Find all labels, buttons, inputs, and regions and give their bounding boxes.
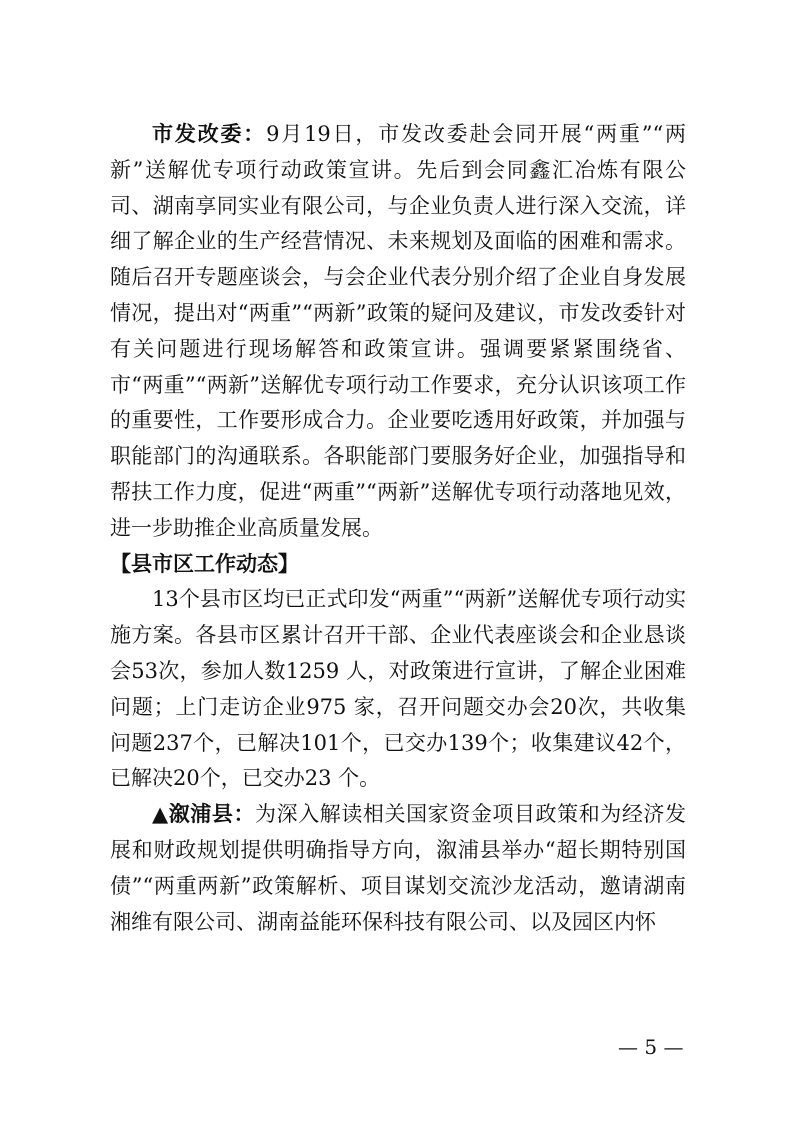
paragraph-city-development-reform	[110, 117, 686, 547]
document-body	[110, 117, 686, 940]
paragraph-text-city-development-reform: 9月19日，市发改委赴会同开展“两重”“两新”送解优专项行动政策宣讲。先后到会同鑫汇冶炼有限公司、湖南享同实业有限公司，与企业负责人进行深入交流，详细了解企业的生产经营情况、未来规划及面临的困难和需求。随后召开专题座谈会，与会企业代表分别介绍了企业自身发展情况，提出对“两重”“两新”政策的疑问及建议，市发改委针对有关问题进行现场解答和政策宣讲。强调要紧紧围绕省、市“两重”“两新”送解优专项行动工作要求，充分认识该项工作的重要性，工作要形成合力。企业要吃透用好政策，并加强与职能部门的沟通联系。各职能部门要服务好企业，加强指导和帮扶工作力度，促进“两重”“两新”送解优专项行动落地见效，进一步助推企业高质量发展。	[110, 122, 687, 540]
page-number: — 5 —	[618, 1035, 684, 1059]
paragraph-county-summary	[110, 582, 686, 797]
paragraph-lead-city-development-reform: 市发改委：	[152, 122, 267, 146]
paragraph-lead-xupu-county: ▲溆浦县：	[152, 802, 256, 827]
paragraph-text-xupu-county: 为深入解读相关国家资金项目政策和为经济发展和财政规划提供明确指导方向，溆浦县举办“超长期特别国债”“两重两新”政策解析、项目谋划交流沙龙活动，邀请湖南湘维有限公司、湖南益能环保科技有限公司、以及园区内怀	[110, 802, 687, 934]
paragraph-xupu-county	[110, 797, 686, 940]
section-heading-county-work-updates: 【县市区工作动态】	[110, 551, 299, 576]
paragraph-text-county-summary: 13个县市区均已正式印发“两重”“两新”送解优专项行动实施方案。各县市区累计召开干部、企业代表座谈会和企业恳谈会53次，参加人数1259 人，对政策进行宣讲，了解企业困难问题；上门走访企业975 家，召开问题交办会20次，共收集问题237个，已解决101个，已交办139个；收集建议42个，已解决20个，已交办23 个。	[110, 587, 686, 791]
